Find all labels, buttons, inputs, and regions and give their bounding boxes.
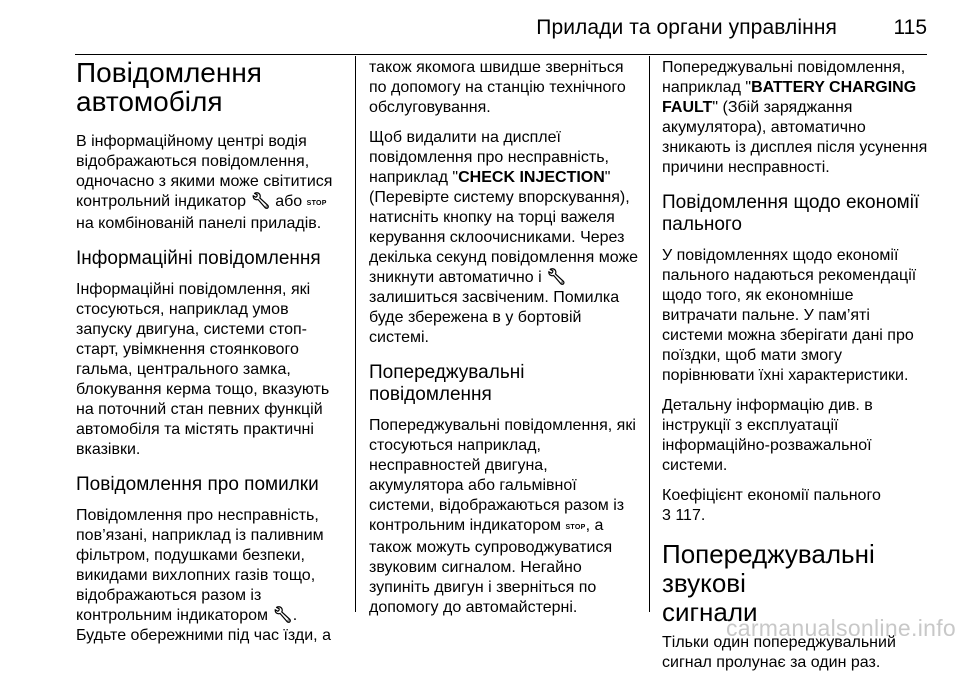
text-run: " (Перевірте систему впорскування), натисніть кнопку на торці важеля керування склоочисниками. Через декілька секунд повідомлення може зникнути автоматично і (369, 169, 639, 286)
text-run: В інформаційному центрі водія відображаються повідомлення, одночасно з якими може світитися контрольний індикатор (76, 133, 333, 210)
intro-paragraph (76, 132, 346, 234)
bold-text: CHECK INJECTION (458, 169, 605, 186)
running-title: Прилади та органи управління (536, 16, 837, 39)
text-run: на комбінованій панелі приладів. (76, 215, 322, 232)
warning-chimes-heading (662, 540, 928, 627)
column-divider (649, 56, 650, 612)
heading-line: сигнали (662, 597, 758, 627)
stop-icon: STOP (306, 200, 327, 207)
bold-text: BATTERY CHARGING FAULT (662, 79, 917, 116)
info-messages-heading: Інформаційні повідомлення (76, 248, 321, 269)
warning-chimes-paragraph: Тільки один попереджувальний сигнал пролунає за один раз. (662, 634, 896, 671)
page-number: 115 (893, 16, 927, 39)
wrench-icon: 🔧︎ (546, 269, 567, 286)
text-run: залишиться засвіченим. Помилка буде збережена в у бортовій системі. (369, 289, 620, 346)
reference-label: Коефіцієнт економії пального (662, 487, 881, 504)
text-run: або (270, 193, 307, 210)
heading-line: Попереджувальні звукові (662, 539, 875, 598)
wrench-icon: 🔧︎ (272, 607, 293, 624)
text-run: " (Збій заряджання акумулятора), автоматично зникають із дисплея після усунення причини несправності. (662, 99, 928, 176)
section-title-line: автомобіля (76, 86, 223, 117)
warning-messages-heading (369, 362, 639, 406)
info-messages-paragraph: Інформаційні повідомлення, які стосуються, наприклад умов запуску двигуна, системи стоп-старт, увімкнення стоянкового гальма, центрального замка, блокування керма тощо, вказують на поточний стан певних функцій автомобіля та містять практичні вказівки. (76, 281, 330, 458)
fuel-economy-heading (662, 192, 928, 236)
section-title-line: Повідомлення (76, 57, 262, 88)
heading-line: повідомлення (369, 384, 492, 405)
delete-message-paragraph (369, 128, 639, 348)
text-run: Повідомлення про несправність, пов’язані, наприклад із паливним фільтром, подушками безпеки, викидами вихлопних газів тощо, відображаються разом із контрольним індикатором (76, 507, 324, 624)
fuel-economy-reference-paragraph: Детальну інформацію див. в інструкції з експлуатації інформаційно-розважальної системи. (662, 397, 873, 474)
heading-line: Повідомлення щодо економії (662, 192, 920, 213)
heading-line: Попереджувальні (369, 362, 525, 383)
wrench-icon: 🔧︎ (250, 193, 271, 210)
text-run: . (292, 607, 298, 624)
section-title (76, 58, 346, 116)
text-run: , а також можуть супроводжуватися звуковим сигналом. Негайно зупиніть двигун і зверніться по допомогу до автомайстерні. (369, 517, 613, 616)
fuel-economy-link[interactable] (662, 486, 928, 526)
column-2 (369, 58, 639, 618)
text-run: Щоб видалити на дисплеї повідомлення про несправність, наприклад " (369, 129, 609, 186)
watermark: carmanualsonline.info (725, 615, 956, 641)
column-1 (76, 57, 346, 644)
fault-messages-heading: Повідомлення про помилки (76, 474, 319, 495)
warning-continued-paragraph (662, 58, 928, 178)
stop-icon: STOP (565, 524, 586, 531)
fuel-economy-paragraph: У повідомленнях щодо економії пального надаються рекомендації щодо того, як економніше витрачати пальне. У пам’яті системи можна зберігати дані про поїздки, щоб мати змогу порівнювати їхні характеристики. (662, 247, 917, 384)
column-divider (355, 56, 356, 612)
running-header (75, 0, 927, 55)
text-run: Попереджувальні повідомлення, наприклад " (662, 59, 906, 96)
reference-page: 3 117. (662, 507, 706, 524)
continued-paragraph: також якомога швидше зверніться по допомогу на станцію технічного обслуговування. (369, 59, 626, 116)
heading-line: пального (662, 214, 742, 235)
text-run: Будьте обережними під час їзди, а (76, 627, 331, 644)
text-run: Попереджувальні повідомлення, які стосуються наприклад, несправностей двигуна, акумулятора або гальмівної системи, відображаються разом із контрольним індикатором (369, 417, 636, 534)
warning-messages-paragraph (369, 416, 639, 618)
fault-messages-paragraph (76, 506, 346, 646)
